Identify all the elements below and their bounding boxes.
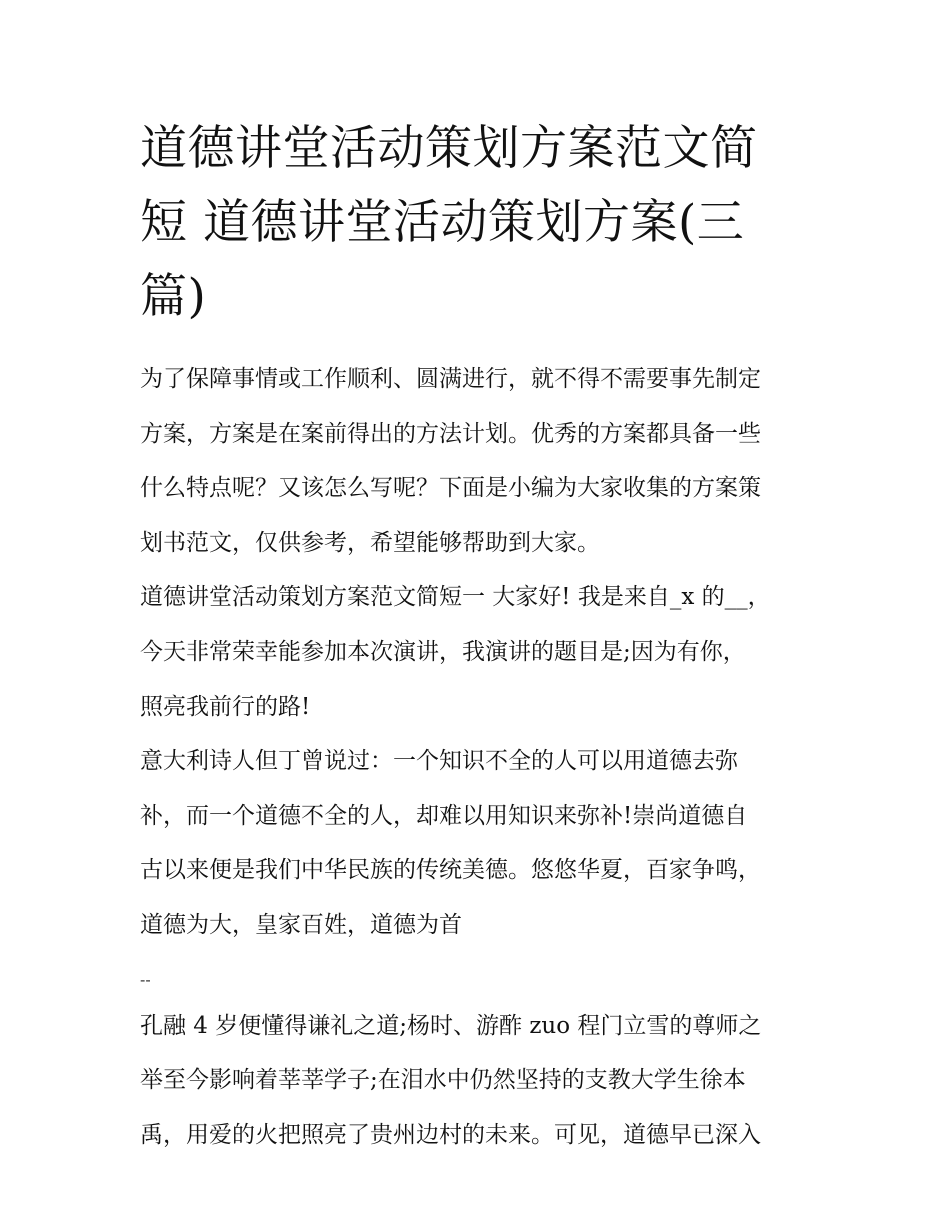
text-line: 什么特点呢？又该怎么写呢？下面是小编为大家收集的方案策 — [140, 475, 761, 502]
text-line: 道德为大，皇家百姓，道德为首 — [140, 911, 462, 938]
intro-paragraph — [140, 352, 830, 570]
title-line: 篇) — [140, 269, 207, 324]
text-line: 举至今影响着莘莘学子;在泪水中仍然坚持的支教大学生徐本 — [140, 1067, 746, 1094]
examples-paragraph — [140, 999, 830, 1163]
text-line: 孔融 4 岁便懂得谦礼之道;杨时、游酢 zuo 程门立雪的尊师之 — [140, 1012, 762, 1039]
title-line: 短 道德讲堂活动策划方案(三 — [140, 195, 745, 250]
text-line: 古以来便是我们中华民族的传统美德。悠悠华夏，百家争鸣， — [140, 857, 761, 884]
text-line: 补，而一个道德不全的人，却难以用知识来弥补!崇尚道德自 — [140, 802, 748, 829]
dante-quote-paragraph — [140, 734, 830, 952]
text-line: 意大利诗人但丁曾说过：一个知识不全的人可以用道德去弥 — [140, 748, 738, 775]
text-line: 道德讲堂活动策划方案范文简短一 大家好! 我是来自_x 的__， — [140, 584, 771, 611]
document-body — [140, 352, 830, 1162]
text-line: 今天非常荣幸能参加本次演讲，我演讲的题目是;因为有你， — [140, 638, 746, 665]
text-line: 为了保障事情或工作顺利、圆满进行，就不得不需要事先制定 — [140, 366, 761, 392]
section-separator: -- — [140, 971, 151, 989]
document-title — [140, 112, 820, 334]
speech-opening-paragraph — [140, 570, 830, 734]
title-line: 道德讲堂活动策划方案范文简 — [140, 121, 758, 176]
text-line: 方案，方案是在案前得出的方法计划。优秀的方案都具备一些 — [140, 420, 761, 447]
text-line: 照亮我前行的路! — [140, 693, 311, 720]
text-line: 禹，用爱的火把照亮了贵州边村的未来。可见，道德早已深入 — [140, 1121, 761, 1148]
text-line: 划书范文，仅供参考，希望能够帮助到大家。 — [140, 529, 600, 556]
